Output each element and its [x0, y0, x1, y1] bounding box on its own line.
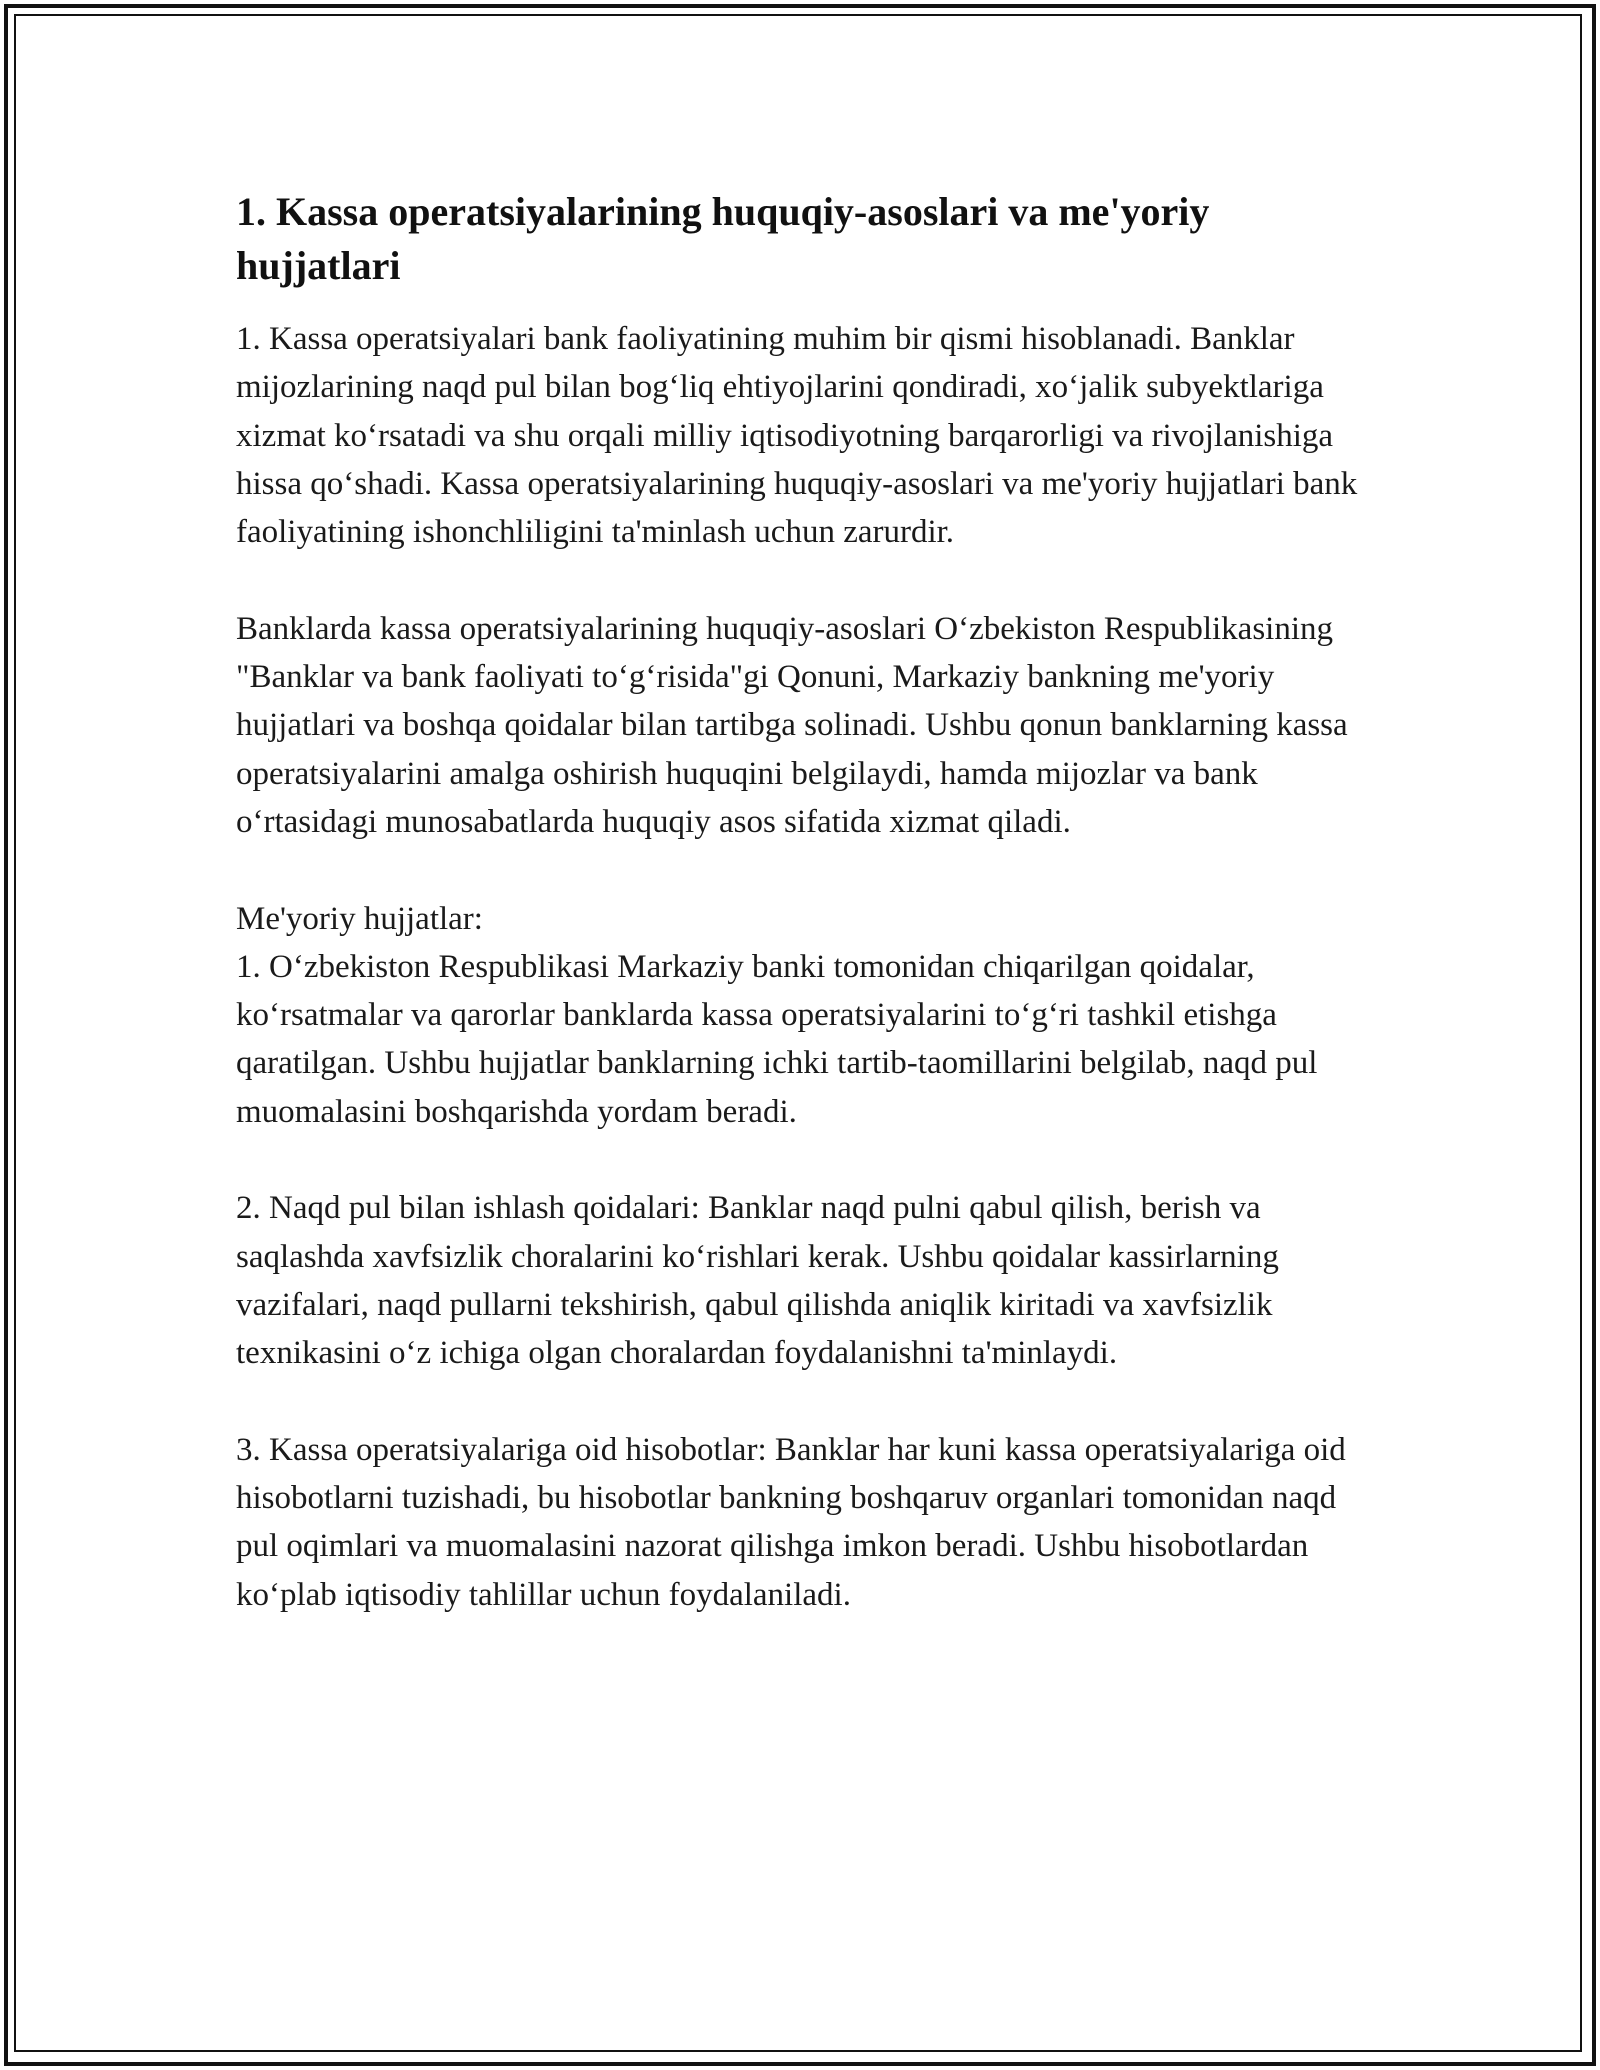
list-item: 3. Kassa operatsiyalariga oid hisobotlar: Banklar har kuni kassa operatsiyalariga oid hisobotlarni tuzishadi, bu hisobotlar bankning boshqaruv organlari tomonidan naqd pul oqimlari va muomalasini nazorat qilishga imkon beradi. Ushbu hisobotlardan ko‘plab iqtisodiy tahlillar uchun foydalaniladi. [236, 1431, 1346, 1613]
paragraph-intro: 1. Kassa operatsiyalari bank faoliyatining muhim bir qismi hisoblanadi. Banklar mijozlarining naqd pul bilan bog‘liq ehtiyojlarini qondiradi, xo‘jalik subyektlariga xizmat ko‘rsatadi va shu orqali milliy iqtisodiyotning barqarorligi va rivojlanishiga hissa qo‘shadi. Kassa operatsiyalarining huquqiy-asoslari va me'yoriy hujjatlari bank faoliyatining ishonchliligini ta'minlash uchun zarurdir. [236, 321, 1358, 551]
paragraph-legal-basis: Banklarda kassa operatsiyalarining huquqiy-asoslari O‘zbekiston Respublikasining "Banklar va bank faoliyati to‘g‘risida"gi Qonuni, Markaziy bankning me'yoriy hujjatlari va boshqa qoidalar bilan tartibga solinadi. Ushbu qonun banklarning kassa operatsiyalarini amalga oshirish huquqini belgilaydi, hamda mijozlar va bank o‘rtasidagi munosabatlarda huquqiy asos sifatida xizmat qiladi. [236, 610, 1348, 840]
list-item: 2. Naqd pul bilan ishlash qoidalari: Banklar naqd pulni qabul qilish, berish va saqlashda xavfsizlik choralarini ko‘rishlari kerak. Ushbu qoidalar kassirlarning vazifalari, naqd pullarni tekshirish, qabul qilishda aniqlik kiritadi va xavfsizlik texnikasini o‘z ichiga olgan choralardan foydalanishni ta'minlaydi. [236, 1190, 1279, 1372]
page-title: 1. Kassa operatsiyalarining huquqiy-asoslari va me'yoriy hujjatlari [236, 189, 1210, 288]
list-item: 1. O‘zbekiston Respublikasi Markaziy banki tomonidan chiqarilgan qoidalar, ko‘rsatmalar va qarorlar banklarda kassa operatsiyalarini to‘g‘ri tashkil etishga qaratilgan. Ushbu hujjatlar banklarning ichki tartib-taomillarini belgilab, naqd pul muomalasini boshqarishda yordam beradi. [236, 948, 1318, 1130]
section-heading: Me'yoriy hujjatlar: [236, 900, 483, 937]
document-body [236, 185, 1376, 1619]
